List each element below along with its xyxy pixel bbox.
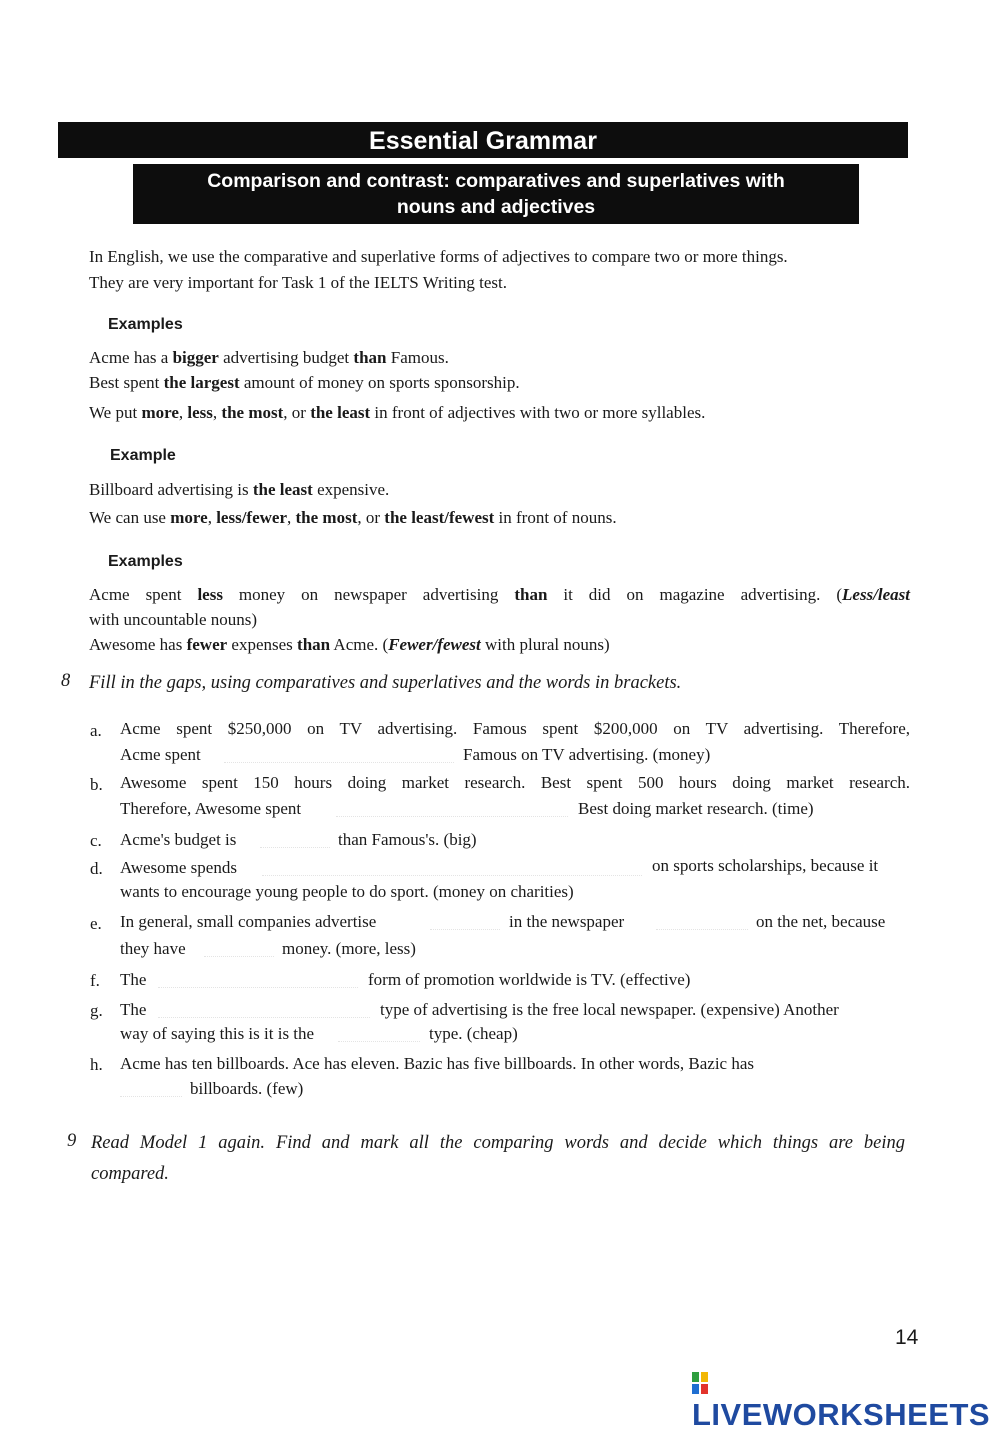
item-text: on the net, because	[756, 912, 886, 931]
item-text: they have	[120, 939, 186, 958]
gap-input[interactable]	[338, 1039, 420, 1042]
subtitle-line-1: Comparison and contrast: comparatives and superlatives with	[207, 170, 785, 192]
gap-input[interactable]	[260, 845, 330, 848]
item-text: way of saying this is it is the	[120, 1024, 315, 1043]
item-label: e.	[90, 914, 102, 933]
example-line: Awesome has fewer expenses than Acme. (Fewer/fewest with plural nouns)	[89, 635, 610, 654]
gap-input[interactable]	[430, 927, 500, 930]
gap-input[interactable]	[224, 760, 454, 763]
example-line: Billboard advertising is the least expensive.	[89, 480, 390, 499]
gap-input[interactable]	[656, 927, 748, 930]
item-text: type. (cheap)	[429, 1024, 518, 1043]
gap-input[interactable]	[336, 814, 568, 817]
task-number-8: 8	[61, 671, 71, 691]
example-line: Acme spent less money on newspaper advertising than it did on magazine advertising. (Less/least	[89, 585, 911, 604]
page-number: 14	[895, 1326, 919, 1349]
examples-heading-1: Examples	[108, 316, 183, 333]
item-text: Famous on TV advertising. (money)	[463, 745, 711, 764]
item-text: than Famous's. (big)	[338, 830, 477, 849]
item-text: The	[120, 1000, 147, 1019]
gap-input[interactable]	[204, 954, 274, 957]
item-text: wants to encourage young people to do sport. (money on charities)	[120, 882, 574, 901]
item-label: c.	[90, 831, 102, 850]
liveworksheets-logo	[692, 1372, 1000, 1433]
item-label: h.	[90, 1055, 103, 1074]
item-text: Best doing market research. (time)	[578, 799, 814, 818]
gap-input[interactable]	[158, 1015, 370, 1018]
item-text: Awesome spent 150 hours doing market research. Best spent 500 hours doing market research.	[120, 773, 910, 792]
task-number-9: 9	[67, 1131, 77, 1151]
item-text: money. (more, less)	[282, 939, 416, 958]
item-label: b.	[90, 775, 103, 794]
rule-line: We put more, less, the most, or the least in front of adjectives with two or more syllables.	[89, 403, 706, 422]
gap-input[interactable]	[120, 1094, 182, 1097]
examples-heading-3: Examples	[108, 553, 183, 570]
item-text: Acme spent	[120, 745, 201, 764]
task-9-instruction: Read Model 1 again. Find and mark all the comparing words and decide which things are being	[91, 1133, 905, 1153]
item-text: billboards. (few)	[190, 1079, 304, 1098]
example-line: Acme has a bigger advertising budget than Famous.	[89, 348, 449, 367]
item-text: In general, small companies advertise	[120, 912, 377, 931]
example-line: with uncountable nouns)	[89, 610, 258, 629]
example-line: Best spent the largest amount of money on sports sponsorship.	[89, 373, 520, 392]
section-subtitle	[133, 164, 859, 224]
item-label: a.	[90, 721, 102, 740]
example-heading-2: Example	[110, 447, 176, 464]
intro-line-2: They are very important for Task 1 of the IELTS Writing test.	[89, 273, 507, 292]
item-text: Therefore, Awesome spent	[120, 799, 302, 818]
item-text: Acme spent $250,000 on TV advertising. Famous spent $200,000 on TV advertising. Therefore,	[120, 719, 910, 738]
item-text: Acme's budget is	[120, 830, 237, 849]
item-text: Acme has ten billboards. Ace has eleven. Bazic has five billboards. In other words, Bazic has	[120, 1054, 754, 1073]
item-text: type of advertising is the free local newspaper. (expensive) Another	[380, 1000, 839, 1019]
rule-line: We can use more, less/fewer, the most, or the least/fewest in front of nouns.	[89, 508, 617, 527]
item-text: in the newspaper	[509, 912, 625, 931]
liveworksheets-brand: LIVEWORKSHEETS	[692, 1397, 991, 1432]
gap-input[interactable]	[262, 873, 642, 876]
item-text: on sports scholarships, because it	[652, 856, 879, 875]
item-text: Awesome spends	[120, 858, 237, 877]
item-label: f.	[90, 971, 100, 990]
item-label: d.	[90, 859, 103, 878]
item-text: form of promotion worldwide is TV. (effective)	[368, 970, 691, 989]
intro-line-1: In English, we use the comparative and superlative forms of adjectives to compare two or more things.	[89, 247, 788, 266]
item-label: g.	[90, 1001, 103, 1020]
subtitle-line-2: nouns and adjectives	[396, 196, 596, 218]
item-text: The	[120, 970, 147, 989]
liveworksheets-logo-icon	[692, 1372, 708, 1394]
task-9-instruction-cont: compared.	[91, 1164, 169, 1184]
section-title: Essential Grammar	[58, 122, 908, 158]
task-8-instruction: Fill in the gaps, using comparatives and superlatives and the words in brackets.	[89, 673, 682, 693]
gap-input[interactable]	[158, 985, 358, 988]
